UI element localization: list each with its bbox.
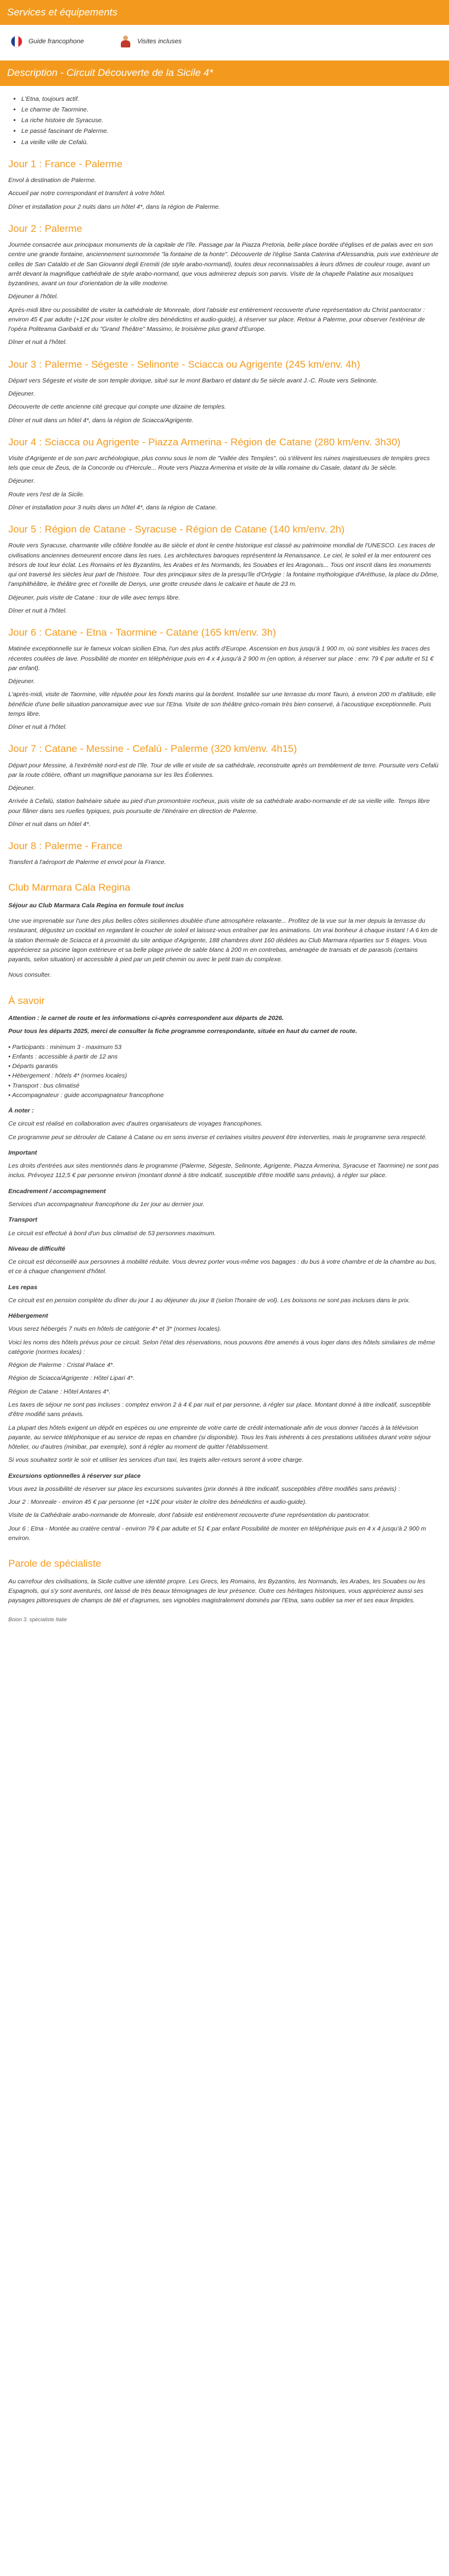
section-para: Vous avez la possibilité de réserver sur place les excursions suivantes (prix donnés à titre indicatif, susceptibles d'être modifiés sans préavis) : <box>8 1485 400 1493</box>
list-item: • Hébergement : hôtels 4* (normes locales) <box>8 1072 127 1080</box>
description-banner: Description - Circuit Découverte de la Sicile 4* <box>0 60 449 85</box>
day-para: Après-midi libre ou possibilité de visiter la cathédrale de Monreale, dont l'abside est entièrement recouverte d'une représentation du Christ pantocrator : environ 45 € par adulte (+12€ pour visiter le cloître des bénédictins et audio-guide), à réserver sur place. Retour à Palerme, pour observer l'extérieur de l'opéra Politeama Garibaldi et du "Grand Théâtre" Massimo, le troisième plus grand d'Europe. <box>8 306 425 333</box>
service-visits <box>120 36 182 47</box>
day-para: Dîner et nuit dans un hôtel 4*, dans la région de Sciacca/Agrigente. <box>8 416 194 424</box>
day-para: Route vers l'est de la Sicile. <box>8 490 85 498</box>
list-item: • Départs garantis <box>8 1063 58 1070</box>
itinerary <box>8 158 441 867</box>
services-row <box>0 25 449 60</box>
day-para: Déjeuner. <box>8 678 36 686</box>
day-para: Départ vers Ségeste et visite de son temple dorique, situé sur le mont Barbaro et datant du 5e siècle avant J.-C. Route vers Selinonte. <box>8 377 378 384</box>
day-para: Déjeuner. <box>8 785 36 792</box>
section-para: Le circuit est effectué à bord d'un bus climatisé de 53 personnes maximum. <box>8 1229 216 1237</box>
day-title: Jour 1 : France - Palerme <box>8 158 123 170</box>
day-title: Jour 5 : Région de Catane - Syracuse - Région de Catane (140 km/env. 2h) <box>8 524 345 535</box>
day-para: Arrivée à Cefalù, station balnéaire située au pied d'un promontoire rocheux, puis visite de sa cathédrale arabo-normande et de sa vieille ville. Temps libre pour flâner dans ses ruelles typiques, puis poursuite de l'itinéraire en direction de Palerme. <box>8 798 430 815</box>
day-para: Dîner et nuit à l'hôtel. <box>8 607 67 614</box>
list-item: • Transport : bus climatisé <box>8 1082 80 1089</box>
attention-text: Attention : le carnet de route et les informations ci-après correspondent aux départs de 2026. <box>8 1015 284 1022</box>
parole-title: Parole de spécialiste <box>8 1558 101 1570</box>
section-para: Ce circuit est déconseillé aux personnes à mobilité réduite. Vous devrez porter vous-même vos bagages : du bus à votre chambre et de la chambre au bus, et ce à chaque changement d'hôtel. <box>8 1258 437 1276</box>
list-item: • Accompagnateur : guide accompagnateur francophone <box>8 1091 164 1099</box>
day-para: Visite d'Agrigente et de son parc archéologique, plus connu sous le nom de "Vallée des Temples", où s'élèvent les ruines majestueuses de temples grecs tels que ceux de Zeus, de la Concorde ou d'Hercule... Route vers Piazza Armerina et visite de la villa romaine du Casale, datant du 3e siècle. <box>8 454 430 472</box>
day-para: Déjeuner. <box>8 390 36 398</box>
day-para: Accueil par notre correspondant et transfert à votre hôtel. <box>8 190 166 197</box>
parole-text: Au carrefour des civilisations, la Sicile cultive une identité propre. Les Grecs, les Romains, les Byzantins, les Normands, les Arabes, les Souabes ou les Espagnols, qui s'y sont aventurés, ont laissé de très beaux témoignages de leur présence. Outre ces héritages historiques, vous apprécierez aussi ses paysages pittoresques de champs de blé et d'agrumes, ses vignobles magistralement dominés par l'Etna, sans oublier sa mer et ses eaux limpides. <box>8 1577 426 1605</box>
day-title: Jour 2 : Palerme <box>8 222 82 234</box>
day-para: Envol à destination de Palerme. <box>8 177 97 184</box>
day-para: Départ pour Messine, à l'extrémité nord-est de l'île. Tour de ville et visite de sa cathédrale, reconstruite après un tremblement de terre. Poursuite vers Cefalù par la route côtière, offrant un magnifique panorama sur les îles Éoliennes. <box>8 761 439 779</box>
section-heading: Excursions optionnelles à réserver sur place <box>8 1472 141 1480</box>
list-item: • Le passé fascinant de Palerme. <box>21 126 441 136</box>
club-title: Club Marmara Cala Regina <box>8 882 130 894</box>
list-item: • Participants : minimum 3 - maximum 53 <box>8 1043 121 1051</box>
list-item: • La riche histoire de Syracuse. <box>21 116 441 125</box>
day-title: Jour 7 : Catane - Messine - Cefalù - Palerme (320 km/env. 4h15) <box>8 743 297 755</box>
day-para: Déjeuner. <box>8 477 36 485</box>
section-heading: Hébergement <box>8 1312 49 1320</box>
description-content <box>0 94 449 1606</box>
section-para: La plupart des hôtels exigent un dépôt en espèces ou une empreinte de votre carte de crédit internationale afin de vous donner l'accès à la télévision payante, au service téléphonique et au service de repas en chambre (si disponible). Tous les frais inhérents à ces prestations utilisées durant votre séjour hôtelier, ou d'autres (minibar, par exemple), sont à régler au moment de quitter l'établissement. <box>8 1424 431 1451</box>
section-para: Si vous souhaitez sortir le soir et utiliser les services d'un taxi, les trajets aller-retours seront à votre charge. <box>8 1456 304 1464</box>
day-para: Dîner et nuit à l'hôtel. <box>8 723 67 731</box>
section-para: Ce programme peut se dérouler de Catane à Catane ou en sens inverse et certaines visites peuvent être interverties, mais le programme sera respecté. <box>8 1133 427 1141</box>
section-para: Région de Palerme : Cristal Palace 4*. <box>8 1362 115 1369</box>
section-para: Visite de la Cathédrale arabo-normande de Monreale, dont l'abside est entièrement recouverte d'une représentation du pantocrator. <box>8 1512 371 1519</box>
list-item: • Le charme de Taormine. <box>21 105 441 114</box>
section-heading: À noter : <box>8 1107 34 1115</box>
section-para: Jour 2 : Monreale - environ 45 € par personne (et +12€ pour visiter le cloître des bénédictins et audio-guide). <box>8 1499 307 1506</box>
section-heading: Les repas <box>8 1283 38 1291</box>
day-title: Jour 4 : Sciacca ou Agrigente - Piazza Armerina - Région de Catane (280 km/env. 3h30) <box>8 436 401 448</box>
day-para: Découverte de cette ancienne cité grecque qui compte une dizaine de temples. <box>8 403 226 411</box>
day-para: Route vers Syracuse, charmante ville côtière fondée au 8e siècle et dont le centre historique est classé au patrimoine mondial de l'UNESCO. Les traces de civilisations anciennes demeurent encore dans les rues. Les architectures baroques représentent la Renaissance. Le ciel, le soleil et la mer entourent ces trésors de tout leur éclat. Les Romains et les Byzantins, les Arabes et les Normands, les Souabes et les Aragonais... Tous ont inscrit dans les monuments qui ont traversé les siècles leur part de l'histoire. Tour des principaux sites de la presqu'île d'Ortygie : la fontaine mythologique d'Aréthuse, la place du Dôme, l'amphithéâtre, le théâtre grec et l'oreille de Denys, une grotte creusée dans le calcaire et haute de 23 m. <box>8 542 439 588</box>
section-para: Région de Sciacca/Agrigente : Hôtel Lipari 4*. <box>8 1375 135 1382</box>
day-title: Jour 3 : Palerme - Ségeste - Selinonte - Sciacca ou Agrigente (245 km/env. 4h) <box>8 358 361 370</box>
day-para: Matinée exceptionnelle sur le fameux volcan sicilien Etna, l'un des plus actifs d'Europe. Ascension en bus jusqu'à 1 900 m, où sont visibles les traces des récentes coulées de lave. Possibilité de monter en téléphérique puis en 4 x 4 jusqu'à 2 900 m (en option, à réserver sur place : env. 79 € par adulte et 51 € par enfant). <box>8 645 434 672</box>
day-title: Jour 8 : Palerme - France <box>8 840 123 852</box>
section-para: Vous serez hébergés 7 nuits en hôtels de catégorie 4* et 3* (normes locales). <box>8 1325 222 1333</box>
section-heading: Transport <box>8 1216 37 1224</box>
section-para: Les droits d'entrées aux sites mentionnés dans le programme (Palerme, Ségeste, Selinonte, Agrigente, Piazza Armerina, Syracuse et Taormine) ne sont pas inclus. Prévoyez 112,5 € par personne environ (montant donné à titre indicatif, susceptible d'être modifié sans préavis), à régler sur place. <box>8 1162 439 1179</box>
section-para: Ce circuit est réalisé en collaboration avec d'autres organisateurs de voyages francophones. <box>8 1120 263 1128</box>
list-item: • Enfants : accessible à partir de 12 ans <box>8 1053 118 1060</box>
section-heading: Niveau de difficulté <box>8 1245 66 1252</box>
day-para: Dîner et installation pour 2 nuits dans un hôtel 4*, dans la région de Palerme. <box>8 203 220 211</box>
section-heading: Important <box>8 1149 37 1156</box>
savoir-sections <box>8 1106 441 1543</box>
section-para: Région de Catane : Hôtel Antares 4*. <box>8 1388 111 1395</box>
section-para: Les taxes de séjour ne sont pas incluses : comptez environ 2 à 4 € par nuit et par personne, à régler sur place. Montant donné à titre indicatif, susceptible d'être modifié sans préavis. <box>8 1401 431 1418</box>
services-banner: Services et équipements <box>0 0 449 25</box>
intro-list <box>8 94 441 147</box>
list-item: • La vieille ville de Cefalù. <box>21 138 441 147</box>
section-para: Ce circuit est en pension complète du dîner du jour 1 au déjeuner du jour 8 (selon l'horaire de vol). Les boissons ne sont pas incluses dans le prix. <box>8 1296 410 1304</box>
savoir-title: À savoir <box>8 994 45 1006</box>
guide-person-icon <box>120 36 132 47</box>
day-para: Déjeuner, puis visite de Catane : tour de ville avec temps libre. <box>8 594 181 601</box>
savoir-bullets <box>8 1042 441 1101</box>
section-para: Voici les noms des hôtels prévus pour ce circuit. Selon l'état des réservations, nous pouvons être amenés à vous loger dans des hôtels similaires de même catégorie (normes locales) : <box>8 1338 435 1356</box>
france-flag-icon <box>11 36 23 47</box>
club-subtitle: Séjour au Club Marmara Cala Regina en formule tout inclus <box>8 901 184 909</box>
day-para: Journée consacrée aux principaux monuments de la capitale de l'île. Passage par la Piazza Pretoria, belle place bordée d'églises et de palais avec en son centre une grande fontaine, anciennement surnommée "la fontaine de la honte". Découverte de l'église Santa Caterina d'Alessandria, puis vue extérieure de celles de San Cataldo et de San Giovanni degli Eremiti (de style arabo-normand), toutes deux reconnaissables à leurs dômes de couleur rouge, avant un arrêt devant la magnifique cathédrale de style arabo-normand, que vous admirerez depuis son parvis. Visite de la chapelle Palatine aux mosaïques byzantines, avant un tour d'orientation de la ville moderne. <box>8 241 438 288</box>
service-guide <box>11 36 84 47</box>
service-visits-label: Visites incluses <box>137 37 182 45</box>
footer-text: Boion 3. spécialiste Italie <box>8 1617 68 1623</box>
section-heading: Encadrement / accompagnement <box>8 1187 106 1195</box>
section-para: Services d'un accompagnateur francophone du 1er jour au dernier jour. <box>8 1200 205 1208</box>
day-para: Dîner et nuit dans un hôtel 4*. <box>8 820 91 828</box>
day-para: Transfert à l'aéroport de Palerme et envol pour la France. <box>8 859 166 866</box>
day-para: Dîner et installation pour 3 nuits dans un hôtel 4*, dans la région de Catane. <box>8 503 217 511</box>
day-para: L'après-midi, visite de Taormine, ville réputée pour les fonds marins qui la bordent. Installée sur une terrasse du mont Tauro, à environ 200 m d'altitude, elle bénéficie d'une belle situation panoramique avec vue sur l'Etna. Visite de son théâtre gréco-romain très bien conservé, à l'acoustique exceptionnelle. Puis temps libre. <box>8 691 436 718</box>
service-guide-label: Guide francophone <box>28 37 84 45</box>
club-para: Une vue imprenable sur l'une des plus belles côtes siciliennes doublée d'une atmosphère relaxante... Profitez de la vue sur la mer depuis la terrasse du restaurant, dégustez un cocktail en regardant le coucher de soleil et laissez-vous entraîner par les animations. Un vrai bonheur à chaque instant ! A 6 km de la station thermale de Sciacca et à proximité du site antique d'Agrigente, 188 chambres dont 160 dédiées au Club Marmara réparties sur 5 étages. Vous apprécierez sa piscine lagon extérieure et sa belle plage privée de sable blanc à 200 m en contrebas, aménagée de transats et de parasols (certains payants, selon situation) et accessible à pied par un petit chemin ou avec le petit train du complexe. <box>8 917 438 964</box>
day-para: Dîner et nuit à l'hôtel. <box>8 339 67 346</box>
day-title: Jour 6 : Catane - Etna - Taormine - Catane (165 km/env. 3h) <box>8 627 276 639</box>
section-para: Jour 6 : Etna - Montée au cratère central - environ 79 € par adulte et 51 € par enfant Possibilité de monter en téléphérique puis en 4 x 4 jusqu'à 2 900 m environ. <box>8 1525 426 1542</box>
list-item: • L'Etna, toujours actif. <box>21 94 441 104</box>
club-para: Nous consulter. <box>8 971 52 979</box>
attention-text-2: Pour tous les départs 2025, merci de consulter la fiche programme correspondante, située en haut du carnet de route. <box>8 1028 357 1035</box>
day-para: Déjeuner à l'hôtel. <box>8 293 59 301</box>
